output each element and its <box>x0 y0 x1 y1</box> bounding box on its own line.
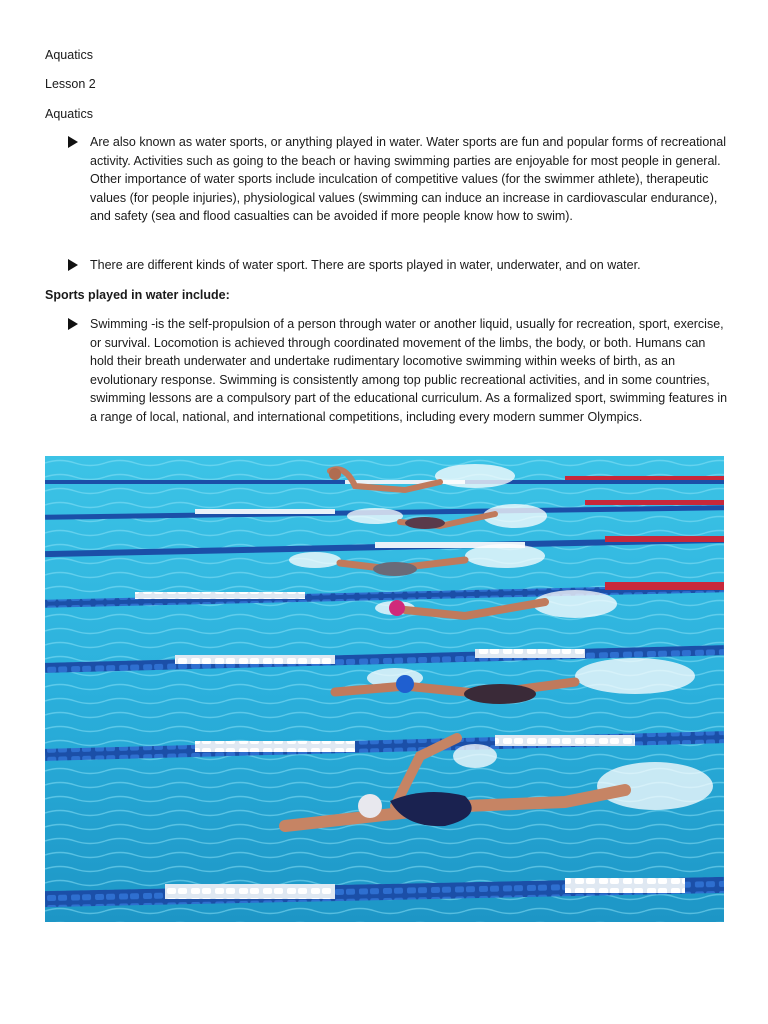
triangle-bullet-icon <box>68 136 78 148</box>
lesson-label: Lesson 2 <box>45 77 96 91</box>
bullet-text: There are different kinds of water sport. There are sports played in water, underwater, and on water. <box>90 258 641 272</box>
bullet-text: Swimming -is the self-propulsion of a person through water or another liquid, usually for recreation, sport, exercise, or survival. Locomotion is achieved through coordinated movement of the limbs, the body, or both. Humans can hold their breath underwater and undertake rudimentary locomotive swimming within weeks of birth, as an evolutionary response. Swimming is consistently among top public recreational activities, and in some countries, swimming lessons are a compulsory part of the educational curriculum. As a formalized sport, swimming features in a range of local, national, and international competitions, including every modern summer Olympics. <box>90 317 728 424</box>
subheading: Sports played in water include: <box>45 288 230 302</box>
bullet-text: Are also known as water sports, or anything played in water. Water sports are fun and popular forms of recreational activity. Activities such as going to the beach or having swimming parties are enjoyable for most people in general. Other importance of water sports include inculcation of competitive values (for the swimmer athlete), therapeutic values (for people injuries), physiological values (swimming can induce an increase in cardiovascular endurance), and safety (sea and flood casualties can be avoided if more people know how to swim). <box>90 135 726 224</box>
triangle-bullet-icon <box>68 318 78 330</box>
document-heading: Aquatics <box>45 48 93 62</box>
swimming-pool-photo <box>45 456 724 922</box>
section-title: Aquatics <box>45 107 93 121</box>
triangle-bullet-icon <box>68 259 78 271</box>
